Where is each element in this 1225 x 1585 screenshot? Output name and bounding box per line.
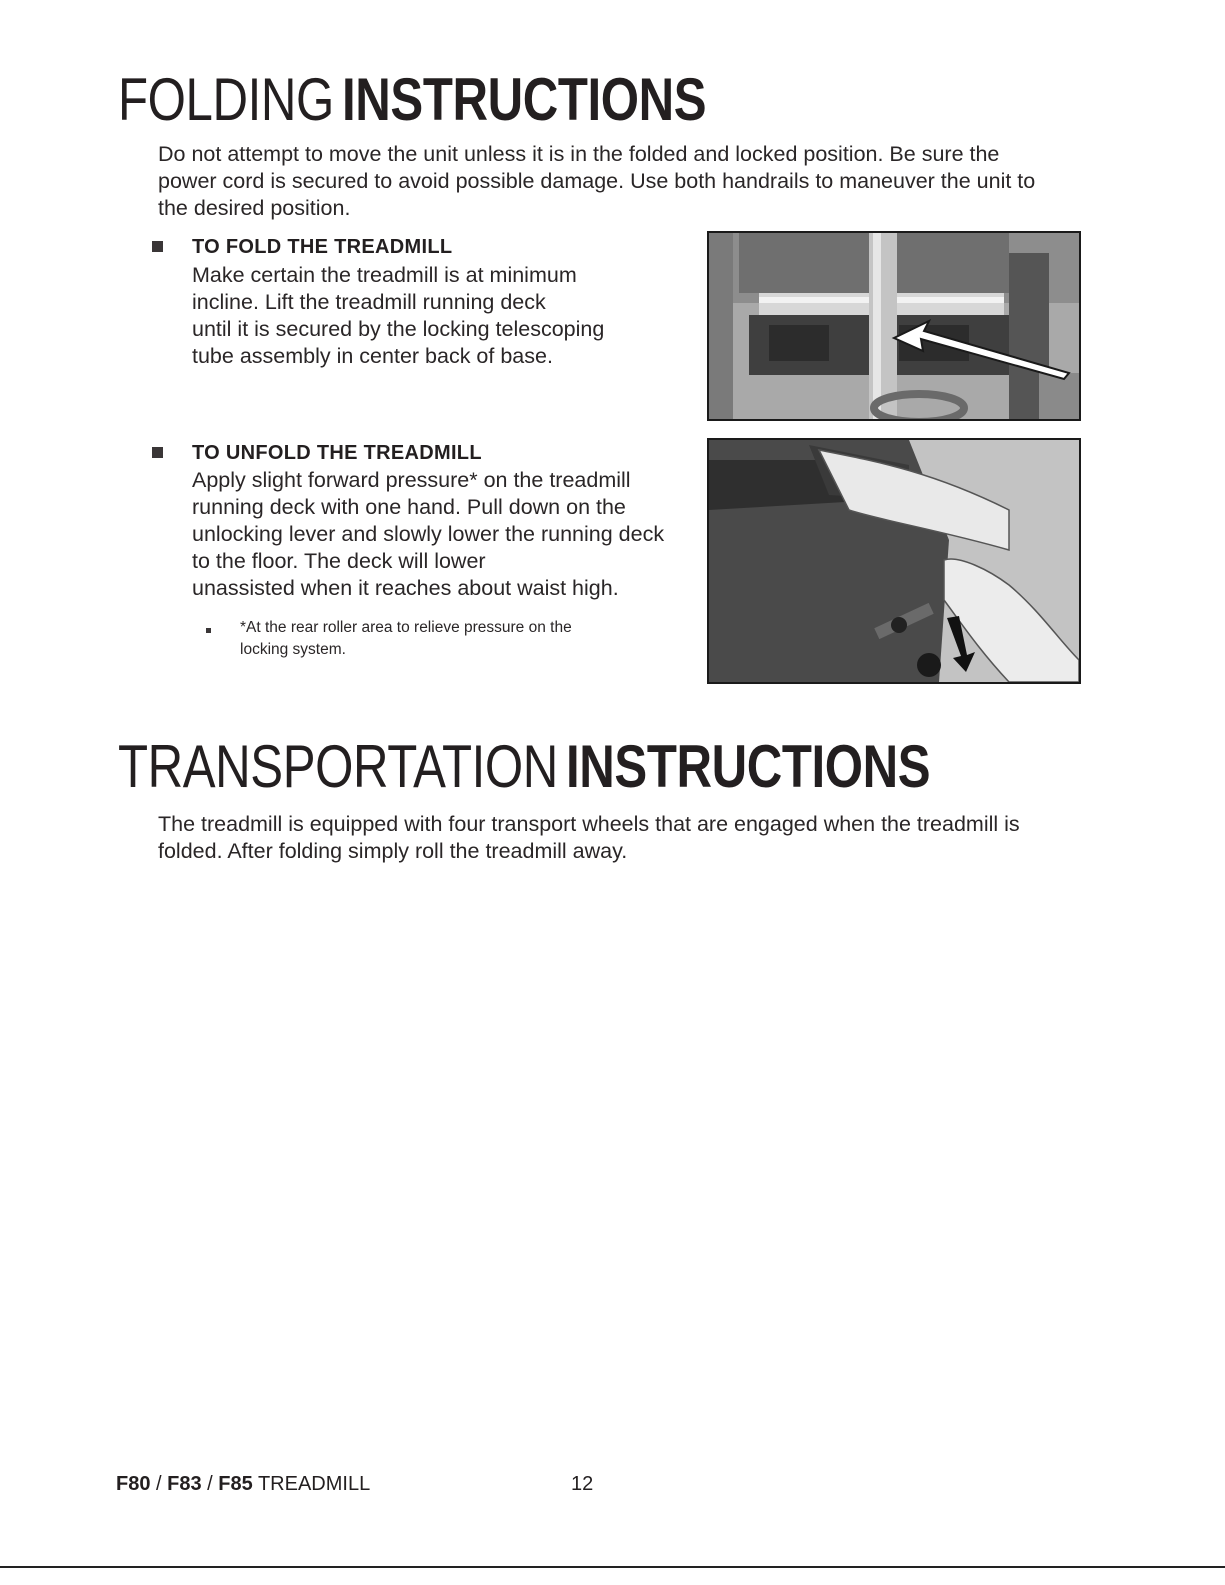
note-line: *At the rear roller area to relieve pressure on the — [240, 619, 572, 636]
footer-sep-1: / — [150, 1473, 168, 1495]
unfold-line: unassisted when it reaches about waist high. — [192, 576, 619, 600]
unfold-line: unlocking lever and slowly lower the running deck — [192, 522, 665, 546]
footer-sep-2: / — [201, 1473, 219, 1495]
transportation-text — [158, 811, 1108, 865]
folding-heading-bold: INSTRUCTIONS — [342, 66, 707, 133]
footer-model — [116, 1472, 370, 1496]
folding-intro — [158, 141, 1088, 222]
transportation-heading — [118, 735, 930, 799]
unfold-text — [192, 467, 702, 602]
transportation-heading-bold: INSTRUCTIONS — [566, 733, 931, 800]
fold-photo-illustration — [709, 233, 1079, 419]
bottom-rule — [0, 1566, 1225, 1568]
footer-model-3: F85 — [218, 1473, 253, 1495]
unfold-photo-illustration — [709, 440, 1079, 682]
note-bullet-icon — [206, 628, 211, 633]
folding-heading-light: FOLDING — [118, 66, 334, 133]
footer-model-2: F83 — [167, 1473, 202, 1495]
transportation-line: The treadmill is equipped with four transport wheels that are engaged when the treadmill is — [158, 812, 1020, 836]
transportation-line: folded. After folding simply roll the treadmill away. — [158, 839, 628, 863]
footer-model-1: F80 — [116, 1473, 151, 1495]
unfold-title: TO UNFOLD THE TREADMILL — [192, 442, 482, 464]
intro-line: power cord is secured to avoid possible damage. Use both handrails to maneuver the unit to — [158, 169, 1036, 193]
note-line: locking system. — [240, 641, 346, 658]
fold-line: incline. Lift the treadmill running deck — [192, 290, 546, 314]
fold-title: TO FOLD THE TREADMILL — [192, 236, 453, 258]
fold-photo — [707, 231, 1081, 421]
fold-line: until it is secured by the locking telescoping — [192, 317, 605, 341]
fold-line: Make certain the treadmill is at minimum — [192, 263, 577, 287]
fold-text — [192, 262, 672, 370]
unfold-line: running deck with one hand. Pull down on the — [192, 495, 626, 519]
footer-product: TREADMILL — [252, 1473, 371, 1495]
intro-line: Do not attempt to move the unit unless it is in the folded and locked position. Be sure the — [158, 142, 1000, 166]
fold-line: tube assembly in center back of base. — [192, 344, 553, 368]
transportation-heading-light: TRANSPORTATION — [118, 733, 558, 800]
intro-line: the desired position. — [158, 196, 351, 220]
unfold-note — [240, 617, 680, 661]
page-number: 12 — [571, 1473, 594, 1495]
unfold-line: Apply slight forward pressure* on the treadmill — [192, 468, 631, 492]
unfold-bullet-icon — [152, 447, 163, 458]
unfold-line: to the floor. The deck will lower — [192, 549, 486, 573]
folding-heading — [118, 68, 706, 132]
unfold-photo — [707, 438, 1081, 684]
fold-bullet-icon — [152, 241, 163, 252]
